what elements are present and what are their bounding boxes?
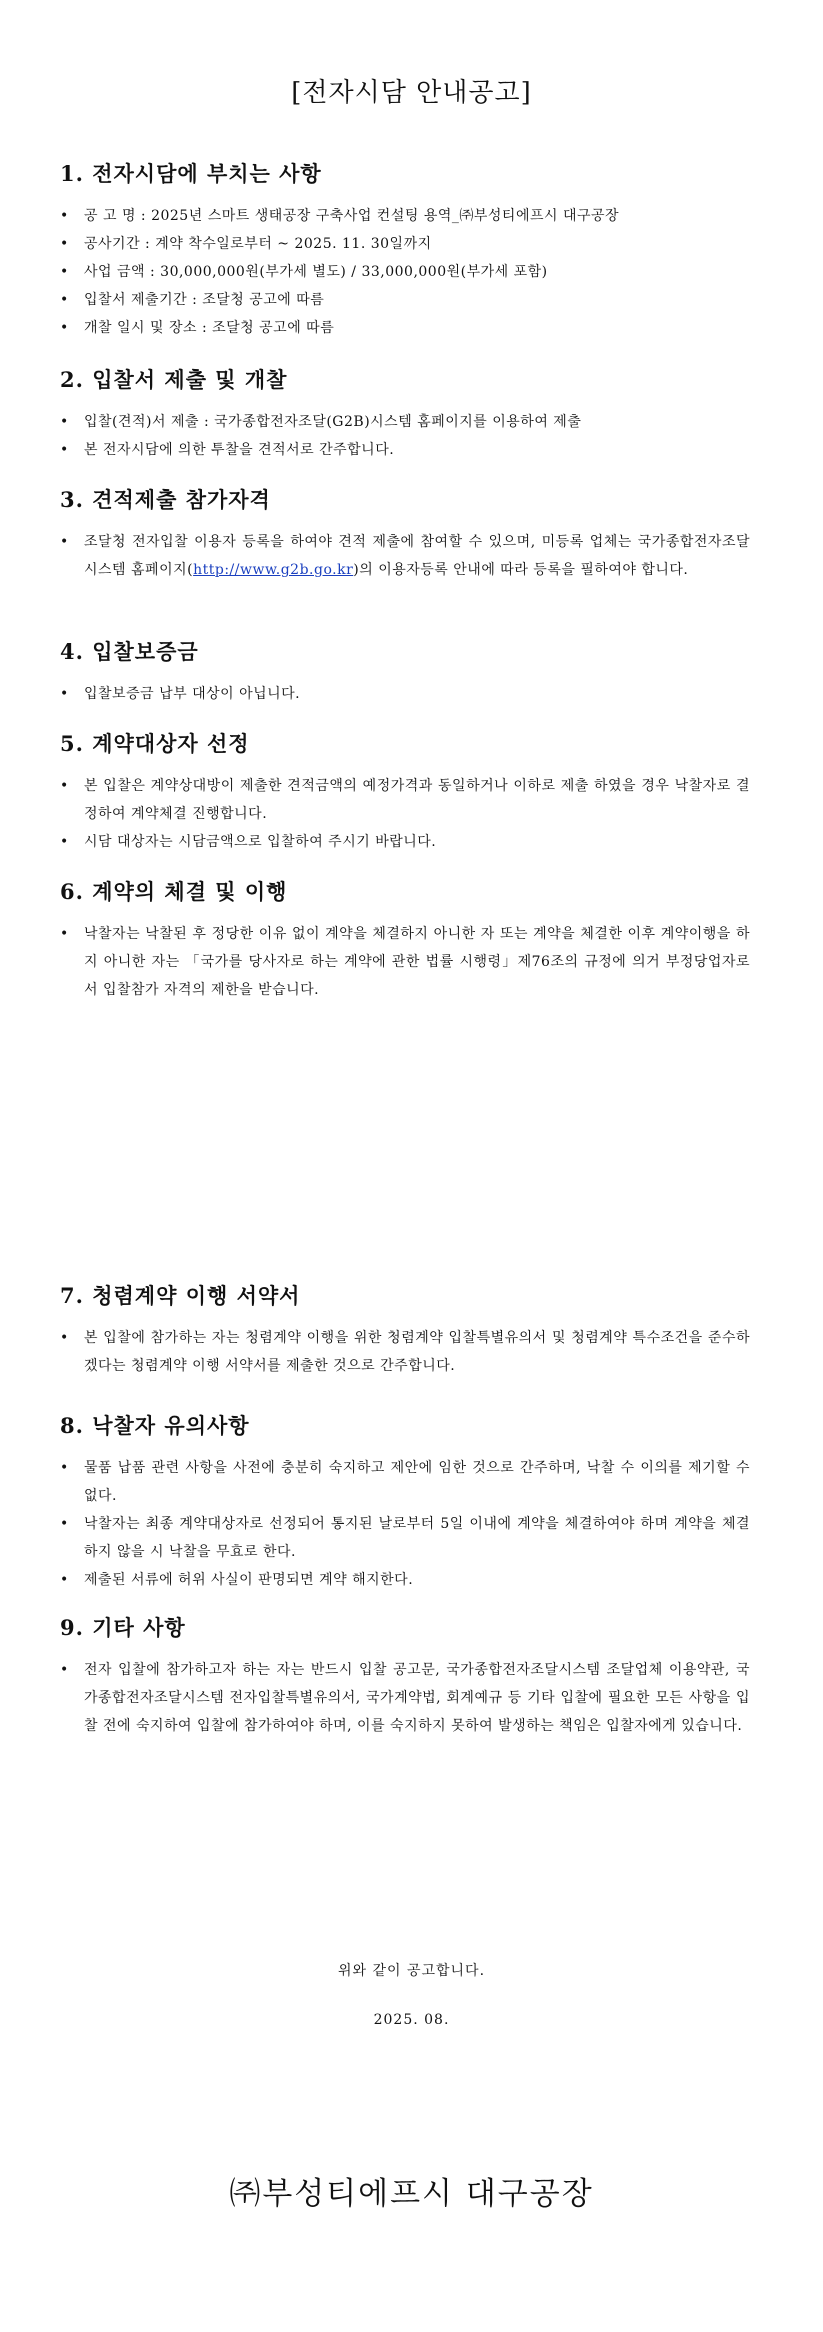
list-item: • 입찰(견적)서 제출 : 국가종합전자조달(G2B)시스템 홈페이지를 이용하여 제출 (60, 408, 750, 436)
list-item: • 시담 대상자는 시담금액으로 입찰하여 주시기 바랍니다. (60, 828, 750, 856)
list-item (60, 528, 750, 584)
section-1 (60, 158, 750, 342)
section-heading: 5. 계약대상자 선정 (60, 731, 250, 756)
list-item: • 본 입찰에 참가하는 자는 청렴계약 이행을 위한 청렴계약 입찰특별유의서 및 청렴계약 특수조건을 준수하겠다는 청렴계약 이행 서약서를 제출한 것으로 간주합니다. (60, 1324, 750, 1380)
announcement-date: 2025. 08. (373, 2012, 450, 2028)
list-item: • 입찰서 제출기간 : 조달청 공고에 따름 (60, 286, 750, 314)
section-heading: 2. 입찰서 제출 및 개찰 (60, 367, 288, 392)
section-heading: 9. 기타 사항 (60, 1615, 186, 1640)
section-heading: 4. 입찰보증금 (60, 639, 199, 664)
section-heading: 1. 전자시담에 부치는 사항 (60, 161, 322, 186)
list-item-text: )의 이용자등록 안내에 따라 등록을 필하여야 합니다. (353, 562, 689, 578)
list-item: • 물품 납품 관련 사항을 사전에 충분히 숙지하고 제안에 임한 것으로 간주하며, 낙찰 수 이의를 제기할 수 없다. (60, 1454, 750, 1510)
list-item: • 본 전자시담에 의한 투찰을 견적서로 간주합니다. (60, 436, 750, 464)
section-heading: 6. 계약의 체결 및 이행 (60, 879, 288, 904)
list-item: • 공 고 명 : 2025년 스마트 생태공장 구축사업 컨설팅 용역_㈜부성티에프시 대구공장 (60, 202, 750, 230)
company-name: ㈜부성티에프시 대구공장 (229, 2176, 594, 2212)
section-heading: 3. 견적제출 참가자격 (60, 487, 271, 512)
list-item: • 입찰보증금 납부 대상이 아닙니다. (60, 680, 750, 708)
list-item: • 개찰 일시 및 장소 : 조달청 공고에 따름 (60, 314, 750, 342)
document-title: [전자시담 안내공고] (291, 78, 532, 108)
section-8 (60, 1410, 750, 1594)
section-4 (60, 636, 750, 708)
section-6 (60, 876, 750, 1004)
list-item: • 낙찰자는 최종 계약대상자로 선정되어 통지된 날로부터 5일 이내에 계약을 체결하여야 하며 계약을 체결하지 않을 시 낙찰을 무효로 한다. (60, 1510, 750, 1566)
list-item: • 사업 금액 : 30,000,000원(부가세 별도) / 33,000,000원(부가세 포함) (60, 258, 750, 286)
list-item: • 전자 입찰에 참가하고자 하는 자는 반드시 입찰 공고문, 국가종합전자조달시스템 조달업체 이용약관, 국가종합전자조달시스템 전자입찰특별유의서, 국가계약법, 회계예규 등 기타 입찰에 필요한 모든 사항을 입찰 전에 숙지하여 입찰에 참가하여야 하며, 이를 숙지하지 못하여 발생하는 책임은 입찰자에게 있습니다. (60, 1656, 750, 1740)
g2b-link[interactable]: http://www.g2b.go.kr (193, 562, 354, 578)
list-item: • 낙찰자는 낙찰된 후 정당한 이유 없이 계약을 체결하지 아니한 자 또는 계약을 체결한 이후 계약이행을 하지 아니한 자는 「국가를 당사자로 하는 계약에 관한 법률 시행령」제76조의 규정에 의거 부정당업자로서 입찰참가 자격의 제한을 받습니다. (60, 920, 750, 1004)
section-5 (60, 728, 750, 856)
section-heading: 7. 청렴계약 이행 서약서 (60, 1283, 301, 1308)
section-2 (60, 364, 750, 464)
list-item: • 공사기간 : 계약 착수일로부터 ~ 2025. 11. 30일까지 (60, 230, 750, 258)
list-item: • 제출된 서류에 허위 사실이 판명되면 계약 해지한다. (60, 1566, 750, 1594)
section-7 (60, 1280, 750, 1380)
section-3 (60, 484, 750, 584)
list-item: • 본 입찰은 계약상대방이 제출한 견적금액의 예정가격과 동일하거나 이하로 제출 하였을 경우 낙찰자로 결정하여 계약체결 진행합니다. (60, 772, 750, 828)
list-item-text: 조달청 전자입찰 이용자 등록을 하여야 견적 제출에 참여할 수 있으며, 미등록 업체는 국가종합전자조달시스템 홈페이지( (84, 534, 750, 578)
section-heading: 8. 낙찰자 유의사항 (60, 1413, 250, 1438)
section-9 (60, 1612, 750, 1740)
closing-statement: 위와 같이 공고합니다. (337, 1963, 486, 1979)
